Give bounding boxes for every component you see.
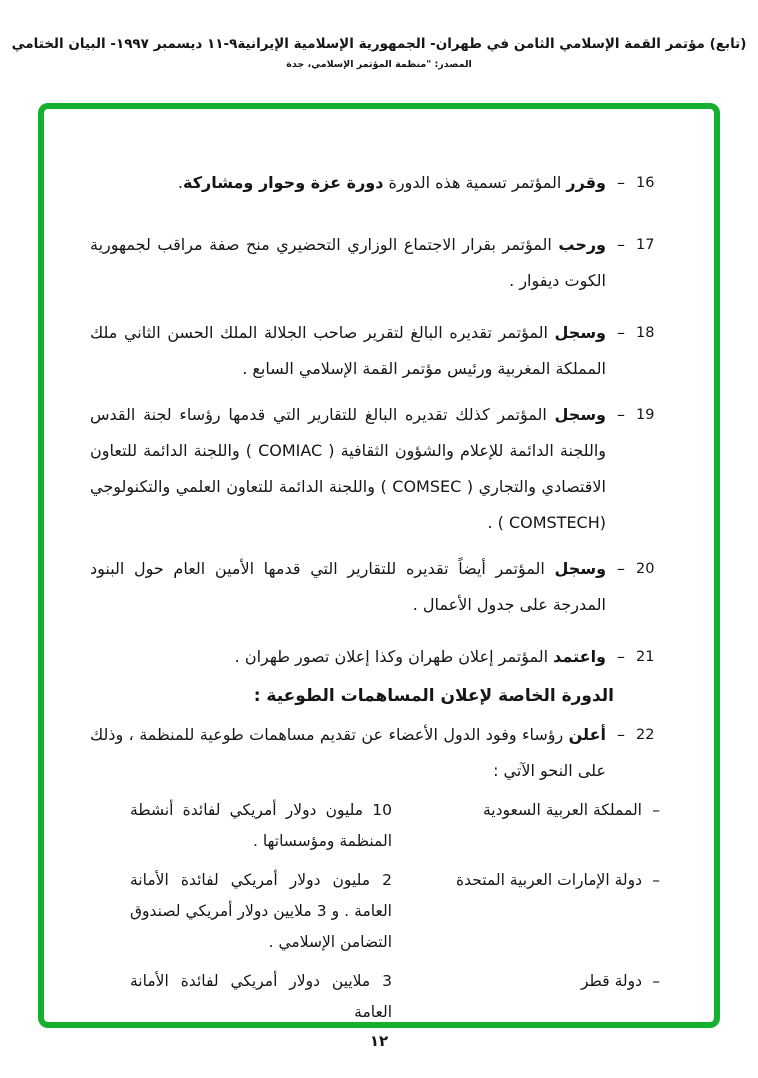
contributions-list — [90, 795, 660, 1028]
row-dash: – — [652, 871, 660, 889]
list-item-22 — [90, 717, 660, 789]
item-text — [90, 551, 606, 623]
list-item-19 — [90, 397, 660, 541]
item-body: المؤتمر تقديره البالغ لتقرير صاحب الجلالة الملك الحسن الثاني ملك المملكة المغربية ورئيس مؤتمر القمة الإسلامي السابع . — [90, 323, 606, 378]
list-item-20 — [90, 551, 660, 623]
contribution-amount: 10 مليون دولار أمريكي لفائدة أنشطة المنظمة ومؤسساتها . — [130, 801, 392, 850]
country-name: دولة قطر — [580, 972, 642, 990]
contribution-amount: 2 مليون دولار أمريكي لفائدة الأمانة العامة . و 3 ملايين دولار أمريكي لصندوق التضامن الإسلامي . — [130, 871, 392, 951]
item-number: 17 — [636, 237, 655, 253]
contribution-row-uae — [90, 865, 660, 958]
document-frame — [38, 103, 720, 1028]
country-name: المملكة العربية السعودية — [482, 801, 642, 819]
item-body: رؤساء وفود الدول الأعضاء عن تقديم مساهمات طوعية للمنظمة ، وذلك على النحو الآتي : — [90, 725, 606, 780]
item-body: المؤتمر بقرار الاجتماع الوزاري التحضيري منح صفة مراقب لجمهورية الكوت ديفوار . — [90, 235, 606, 290]
item-dash: – — [617, 323, 625, 342]
item-number: 19 — [636, 407, 655, 423]
item-text — [90, 227, 606, 299]
item-dash: – — [617, 559, 625, 578]
item-text — [90, 165, 606, 201]
document-source: المصدر: "منظمة المؤتمر الإسلامي، جدة — [286, 59, 472, 70]
item-lead: وسجل — [554, 405, 606, 424]
item-body: المؤتمر إعلان طهران وكذا إعلان تصور طهران . — [234, 647, 549, 666]
document-body — [44, 109, 714, 1028]
item-number: 16 — [636, 175, 655, 191]
row-dash: – — [652, 801, 660, 819]
item-body: المؤتمر كذلك تقديره البالغ للتقارير التي قدمها رؤساء لجنة القدس واللجنة الدائمة للإعلام والشؤون الثقافية ( COMIAC ) واللجنة الدائمة للتعاون الاقتصادي والتجاري ( COMSEC ) واللجنة الدائمة للتعاون العلمي والتكنولوجي (COMSTECH ) . — [90, 405, 607, 532]
item-dash: – — [617, 647, 625, 666]
contribution-row-saudi-arabia — [90, 795, 660, 857]
item-emphasis: دورة عزة وحوار ومشاركة — [183, 173, 384, 192]
list-item-17 — [90, 227, 660, 299]
section-heading: الدورة الخاصة لإعلان المساهمات الطوعية : — [253, 686, 614, 706]
document-title: (تابع) مؤتمر القمة الإسلامي الثامن في طهران- الجمهورية الإسلامية الإيرانية٩-١١ ديسمبر ١٩٩٧- البيان الختامي — [11, 36, 747, 52]
page-header — [0, 36, 758, 70]
item-lead: وسجل — [554, 559, 607, 578]
item-body: المؤتمر أيضاً تقديره للتقارير التي قدمها الأمين العام حول البنود المدرجة على جدول الأعمال . — [90, 559, 606, 614]
item-number: 20 — [636, 561, 655, 577]
item-lead: واعتمد — [553, 647, 606, 666]
item-text — [90, 315, 606, 387]
item-lead: وقرر — [566, 173, 606, 192]
contribution-row-qatar — [90, 966, 660, 1028]
item-dash: – — [617, 405, 625, 424]
row-dash: – — [652, 972, 660, 990]
item-text — [90, 639, 606, 675]
item-lead: أعلن — [568, 725, 606, 744]
item-lead: ورحب — [558, 235, 606, 254]
item-dash: – — [617, 173, 625, 192]
item-tail: . — [177, 173, 184, 192]
item-number: 18 — [636, 325, 655, 341]
item-lead: وسجل — [554, 323, 606, 342]
country-name: دولة الإمارات العربية المتحدة — [455, 871, 642, 889]
item-text — [90, 397, 606, 541]
list-item-18 — [90, 315, 660, 387]
item-number: 22 — [636, 727, 655, 743]
item-number: 21 — [636, 649, 655, 665]
page-number: ١٢ — [369, 1032, 389, 1050]
list-item-16 — [90, 165, 660, 201]
item-dash: – — [617, 235, 625, 254]
contribution-amount: 3 ملايين دولار أمريكي لفائدة الأمانة العامة — [130, 972, 392, 1021]
item-dash: – — [617, 725, 625, 744]
item-text — [90, 717, 606, 789]
list-item-21 — [90, 639, 660, 675]
item-body: المؤتمر تسمية هذه الدورة — [388, 173, 562, 192]
